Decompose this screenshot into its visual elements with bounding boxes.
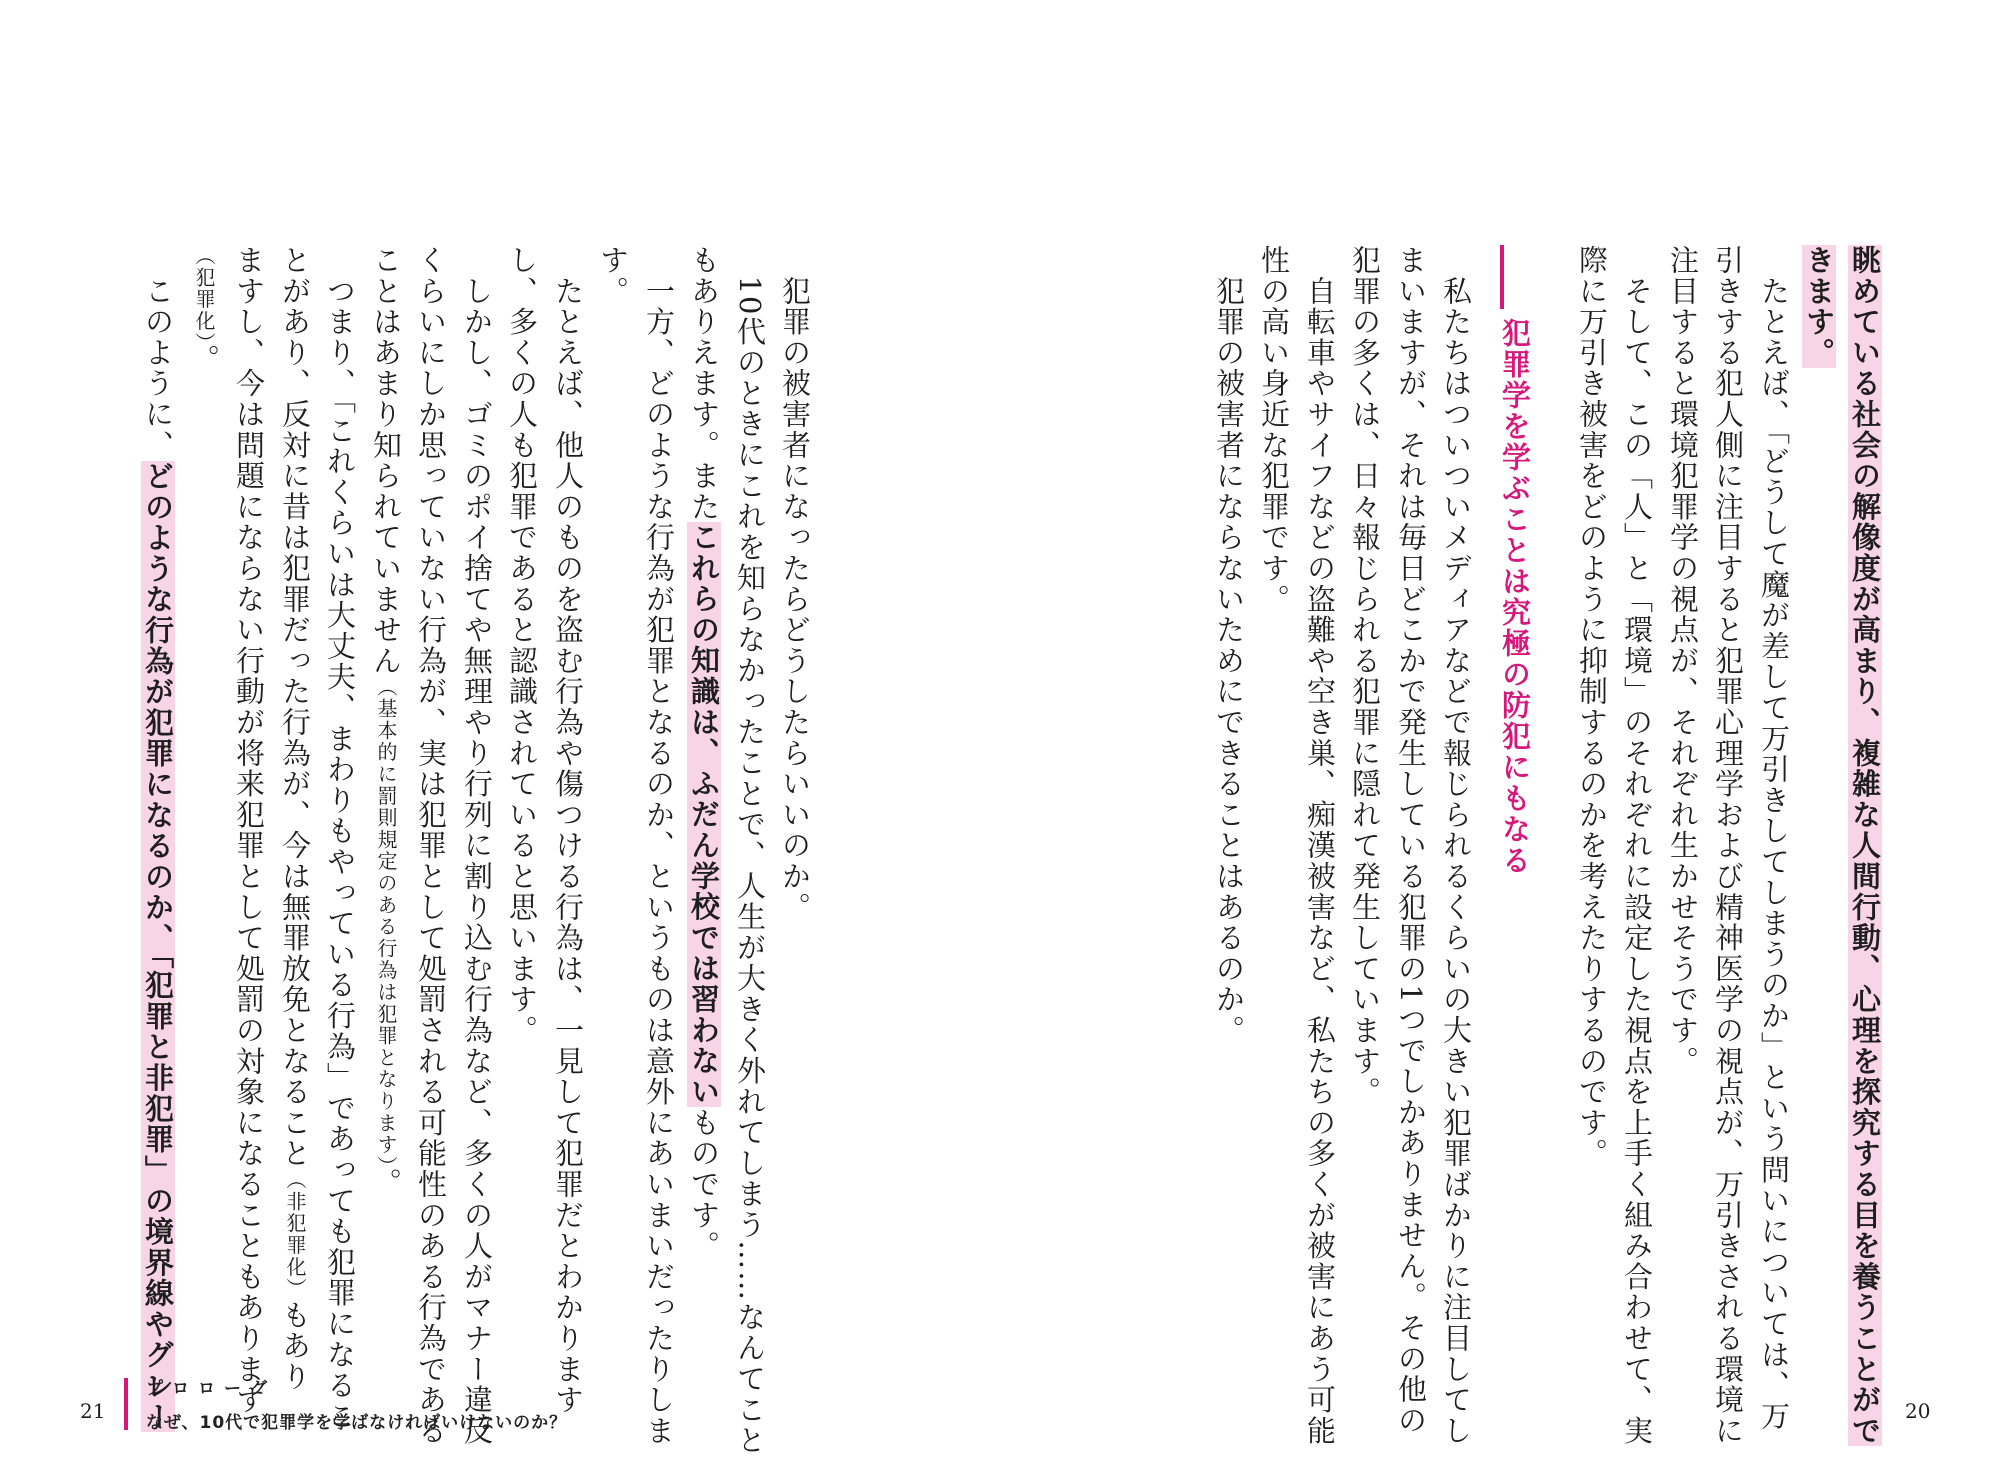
section-heading: 犯罪学を学ぶことは究極の防犯にもなる: [1498, 318, 1532, 876]
left-page-line: [640, 245, 678, 1446]
highlighted-text: どのような行為が犯罪になるのか、「犯罪と非犯罪」の境界線やグレー: [141, 460, 175, 1432]
body-text: 犯罪の多くは、日々報じられる犯罪に隠れて発生しています。: [1348, 245, 1382, 1108]
annotation-text: （犯罪化）: [192, 245, 216, 344]
left-page-line: [412, 245, 450, 1446]
body-text: 引きする犯人側に注目すると犯罪心理学および精神医学の視点が、万引きされる環境に: [1711, 245, 1745, 1447]
right-page-line: [1210, 245, 1248, 1046]
body-text: 際に万引き被害をどのように抑制するのかを考えたりするのです。: [1575, 245, 1609, 1169]
body-text: たとえば、「どうして魔が差して万引きしてしまうのか」という問いについては、万: [1757, 245, 1791, 1432]
section-heading-bar: [1500, 245, 1504, 309]
body-text: もあり: [278, 1299, 312, 1393]
body-text: 10代のときにこれを知らなかったことで、人生が大きく外れてしまう……なんてこと: [733, 245, 767, 1456]
body-text: し、多くの人も犯罪であると認識されていると思います。: [505, 245, 539, 1046]
body-text: 。: [187, 344, 221, 375]
body-text: このように、: [141, 245, 175, 461]
annotation-text: （基本的に罰則規定のある行為は犯罪となります）: [374, 676, 398, 1168]
body-text: 犯罪の被害者にならないためにできることはあるのか。: [1212, 245, 1246, 1046]
right-page-line: [1846, 245, 1884, 1446]
right-page-line: [1573, 245, 1611, 1169]
body-text: ますし、今は問題にならない行動が将来犯罪として処罰の対象になることもあります: [232, 245, 266, 1416]
footer-title: プロローグ: [146, 1379, 276, 1399]
right-page-line: [1255, 245, 1293, 615]
body-text: 。: [369, 1167, 403, 1199]
body-text: とがあり、反対に昔は犯罪だった行為が、今は無罪放免となること: [278, 245, 312, 1169]
body-text: まいますが、それは毎日どこかで発生している犯罪の1つでしかありません。その他の: [1394, 245, 1428, 1436]
footer-subtitle: なぜ、10代で犯罪学を学ばなければいけないのか？: [146, 1413, 568, 1433]
body-text: たとえば、他人のものを盗む行為や傷つける行為は、一見して犯罪だとわかります: [551, 245, 585, 1416]
body-text: そして、この「人」と「環境」のそれぞれに設定した視点を上手く組み合わせて、実: [1620, 245, 1654, 1447]
annotation-text: （非犯罪化）: [283, 1169, 307, 1300]
right-page-line: [1392, 245, 1430, 1436]
left-page-line: [367, 245, 405, 1198]
footer-bar: [124, 1378, 128, 1430]
body-text: す。: [596, 245, 630, 307]
left-page-line: [321, 245, 359, 1432]
body-text: 犯罪の被害者になったらどうしたらいいのか。: [778, 245, 812, 923]
left-page-line: [776, 245, 814, 923]
body-text: 注目すると環境犯罪学の視点が、それぞれ生かせそうです。: [1666, 245, 1700, 1077]
highlighted-text: きます。: [1802, 245, 1836, 369]
right-page-line: [1437, 245, 1475, 1446]
body-text: 自転車やサイフなどの盗難や空き巣、痴漢被害など、私たちの多くが被害にあう可能: [1303, 245, 1337, 1447]
left-page-line: [503, 245, 541, 1046]
body-text: 私たちはついついメディアなどで報じられるくらいの大きい犯罪ばかりに注目してし: [1439, 245, 1473, 1447]
left-page-line: [731, 245, 769, 1456]
body-text: しかし、ゴミのポイ捨てや無理やり行列に割り込む行為など、多くの人がマナー違反: [460, 245, 494, 1447]
left-page-line: [230, 245, 268, 1415]
body-text: もありえます。また: [687, 245, 721, 523]
highlighted-text: これらの知識は、ふだん学校では習わない: [687, 522, 721, 1108]
left-page-line: [549, 245, 587, 1415]
right-page-line: [1755, 245, 1793, 1432]
body-text: つまり、「これくらいは大丈夫、まわりもやっている行為」であっても犯罪になるこ: [323, 245, 357, 1432]
left-page-line: [276, 245, 314, 1392]
body-text: ものです。: [687, 1107, 721, 1262]
highlighted-text: 眺めている社会の解像度が高まり、複雑な人間行動、心理を探究する目を養うことがで: [1848, 245, 1882, 1447]
body-text: 性の高い身近な犯罪です。: [1257, 245, 1291, 615]
body-text: くらいにしか思っていない行為が、実は犯罪として処罰される可能性のある行為である: [414, 245, 448, 1447]
left-page-line: [139, 245, 177, 1432]
left-page-line: [458, 245, 496, 1446]
body-text: ことはあまり知られていません: [369, 245, 403, 677]
right-page-line: [1301, 245, 1339, 1446]
page-number-right: 20: [1905, 1399, 1931, 1423]
left-page-line: [594, 245, 632, 307]
right-page-line: [1709, 245, 1747, 1446]
left-page-line: [685, 245, 723, 1261]
right-page-line: [1618, 245, 1656, 1446]
page-number-left: 21: [80, 1399, 106, 1423]
body-text: 一方、どのような行為が犯罪となるのか、というものは意外にあいまいだったりしま: [642, 245, 676, 1447]
right-page-line: [1800, 245, 1838, 368]
left-page-line: [185, 245, 223, 375]
right-page-line: [1664, 245, 1702, 1077]
right-page-line: [1346, 245, 1384, 1107]
